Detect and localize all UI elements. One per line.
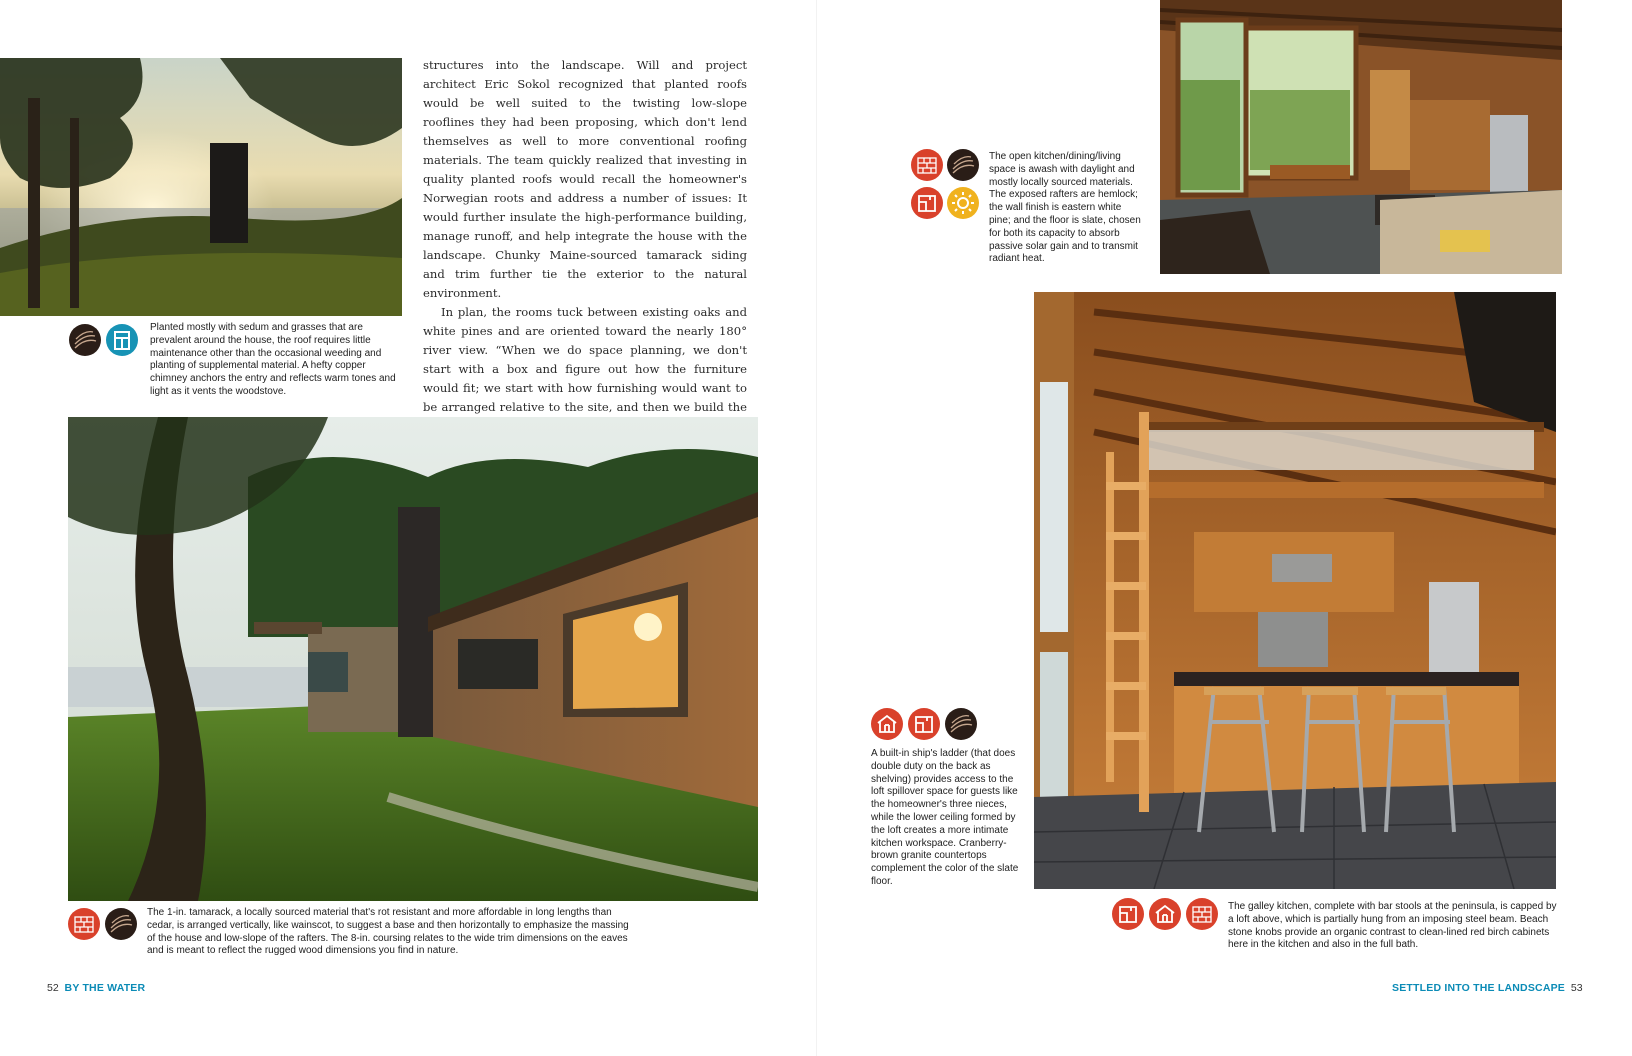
folio-left [47, 982, 145, 994]
photo-planted-roof [0, 58, 402, 316]
brick-wall-icon [911, 149, 943, 181]
page-number-left: 52 [47, 982, 59, 994]
house-frame-icon [871, 708, 903, 740]
floor-plan-icon [911, 187, 943, 219]
house-frame-icon [1149, 898, 1181, 930]
caption-planted-roof: Planted mostly with sedum and grasses that are prevalent around the house, the roof requires little maintenance other than the occasional weeding and planting of supplemental material. A hefty copper chimney anchors the entry and reflects warm tones and light as it vents the woodstove. [150, 322, 396, 397]
floor-plan-icon [1112, 898, 1144, 930]
page-number-right: 53 [1570, 982, 1583, 994]
caption-ships-ladder: A built-in ship's ladder (that does double duty on the back as shelving) provides access to the loft spillover space for guests like the homeowner's three nieces, while the lower ceiling formed by the loft creates a more intimate kitchen workspace. Cranberry-brown granite countertops complement the color of the slate floor. [871, 748, 1019, 887]
brick-wall-icon [68, 908, 100, 940]
caption-tamarack: The 1-in. tamarack, a locally sourced material that's rot resistant and more affordable in long lengths than cedar, is arranged vertically, like wainscot, to suggest a base and then horizontally to emphasize the massing of the house and low-slope of the rafters. The 8-in. coursing relates to the wide trim dimensions on the eaves and is meant to reflect the rugged wood dimensions you find in nature. [147, 907, 629, 957]
floor-plan-icon [908, 708, 940, 740]
section-title-left: BY THE WATER [64, 982, 146, 994]
wood-grain-icon [945, 708, 977, 740]
photo-galley-kitchen [1034, 292, 1556, 889]
article-paragraph-1: structures into the landscape. Will and project architect Eric Sokol recognized that planted roofs would be well suited to the twisting low-slope rooflines they had been proposing, which don't lend themselves as well to more conventional roofing materials. The team quickly realized that investing in quality planted roofs would recall the homeowner's Norwegian roots and address a number of issues: It would further insulate the high-performance building, manage runoff, and help integrate the house with the landscape. Chunky Maine-sourced tamarack siding and trim further tie the exterior to the natural environment. [423, 58, 747, 300]
wood-grain-icon [105, 908, 137, 940]
wood-grain-icon [947, 149, 979, 181]
article-body [423, 56, 747, 436]
section-title-right: SETTLED INTO THE LANDSCAPE [1392, 982, 1566, 994]
brick-wall-icon [1186, 898, 1218, 930]
folio-right [1392, 982, 1583, 994]
caption-open-kitchen: The open kitchen/dining/living space is awash with daylight and mostly locally sourced materials. The exposed rafters are hemlock; the wall finish is eastern white pine; and the floor is slate, chosen for both its capacity to absorb passive solar gain and to transmit radiant heat. [989, 151, 1141, 265]
sun-icon [947, 187, 979, 219]
window-icon [106, 324, 138, 356]
wood-grain-icon [69, 324, 101, 356]
article-paragraph-2: In plan, the rooms tuck between existing oaks and white pines and are oriented toward the nearly 180° river view. “When we do space planning, we don't start with a box and figure out how the furniture would fit; we start with how furnishing would want to be arranged relative to the site, and then we build the [423, 305, 747, 414]
photo-open-kitchen [1160, 0, 1562, 274]
page-gutter [816, 0, 817, 1056]
caption-galley-kitchen: The galley kitchen, complete with bar stools at the peninsula, is capped by a loft above, which is partially hung from an imposing steel beam. Beach stone knobs provide an organic contrast to clean-lined red birch cabinets here in the kitchen and also in the full bath. [1228, 901, 1557, 951]
photo-tamarack-exterior [68, 417, 758, 901]
